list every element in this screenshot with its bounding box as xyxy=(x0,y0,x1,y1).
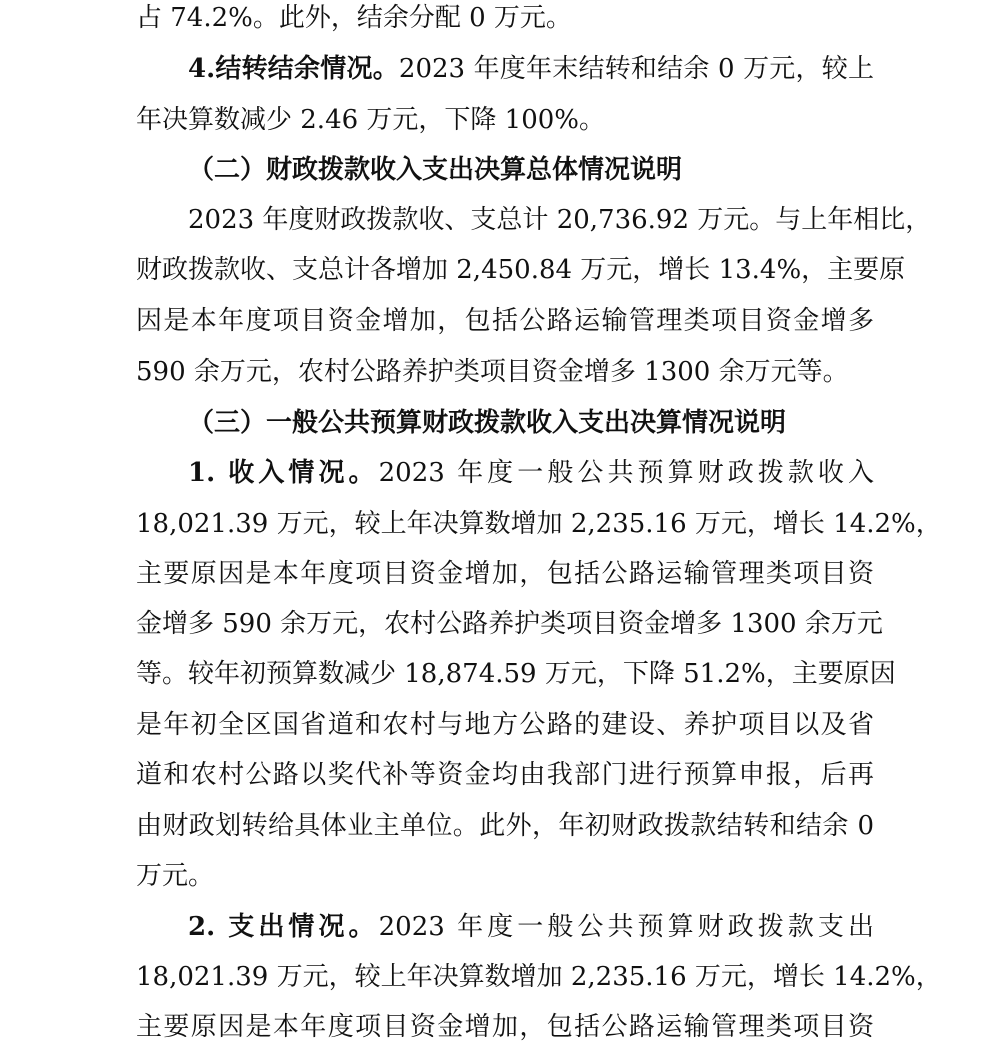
paragraph-line: 年决算数减少 2.46 万元，下降 100%。 xyxy=(136,105,606,135)
paragraph-line: 万元。 xyxy=(136,861,215,891)
paragraph-line: 金增多 590 余万元，农村公路养护类项目资金增多 1300 余万元 xyxy=(136,609,883,639)
paragraph-line: 主要原因是本年度项目资金增加，包括公路运输管理类项目资 xyxy=(136,1012,874,1042)
section-lead: 2. 支出情况。 xyxy=(188,912,379,942)
paragraph-line: 590 余万元，农村公路养护类项目资金增多 1300 余万元等。 xyxy=(136,357,849,387)
paragraph-line: 4.结转结余情况。2023 年度年末结转和结余 0 万元，较上 xyxy=(188,54,874,84)
section-heading: （二）财政拨款收入支出决算总体情况说明 xyxy=(188,155,683,185)
paragraph-line: 是年初全区国省道和农村与地方公路的建设、养护项目以及省 xyxy=(136,710,874,740)
paragraph-line: 2. 支出情况。2023 年度一般公共预算财政拨款支出 xyxy=(188,912,874,942)
paragraph-line: 道和农村公路以奖代补等资金均由我部门进行预算申报，后再 xyxy=(136,760,874,790)
section-lead: 4.结转结余情况。 xyxy=(188,54,399,84)
section-heading: （三）一般公共预算财政拨款收入支出决算情况说明 xyxy=(188,408,787,438)
paragraph-line: 财政拨款收、支总计各增加 2,450.84 万元，增长 13.4%，主要原 xyxy=(136,255,906,285)
paragraph-line: 2023 年度财政拨款收、支总计 20,736.92 万元。与上年相比， xyxy=(188,205,932,235)
paragraph-line: 1. 收入情况。2023 年度一般公共预算财政拨款收入 xyxy=(188,458,874,488)
paragraph-line: 18,021.39 万元，较上年决算数增加 2,235.16 万元，增长 14.2%， xyxy=(136,509,942,539)
paragraph-line: 由财政划转给具体业主单位。此外，年初财政拨款结转和结余 0 xyxy=(136,811,874,841)
paragraph-line: 18,021.39 万元，较上年决算数增加 2,235.16 万元，增长 14.2%， xyxy=(136,962,942,992)
paragraph-line: 主要原因是本年度项目资金增加，包括公路运输管理类项目资 xyxy=(136,559,874,589)
paragraph-line: 因是本年度项目资金增加，包括公路运输管理类项目资金增多 xyxy=(136,306,874,336)
section-lead: 1. 收入情况。 xyxy=(188,458,379,488)
paragraph-line: 等。较年初预算数减少 18,874.59 万元，下降 51.2%，主要原因 xyxy=(136,659,896,689)
paragraph-line: 占 74.2%。此外，结余分配 0 万元。 xyxy=(136,3,572,33)
